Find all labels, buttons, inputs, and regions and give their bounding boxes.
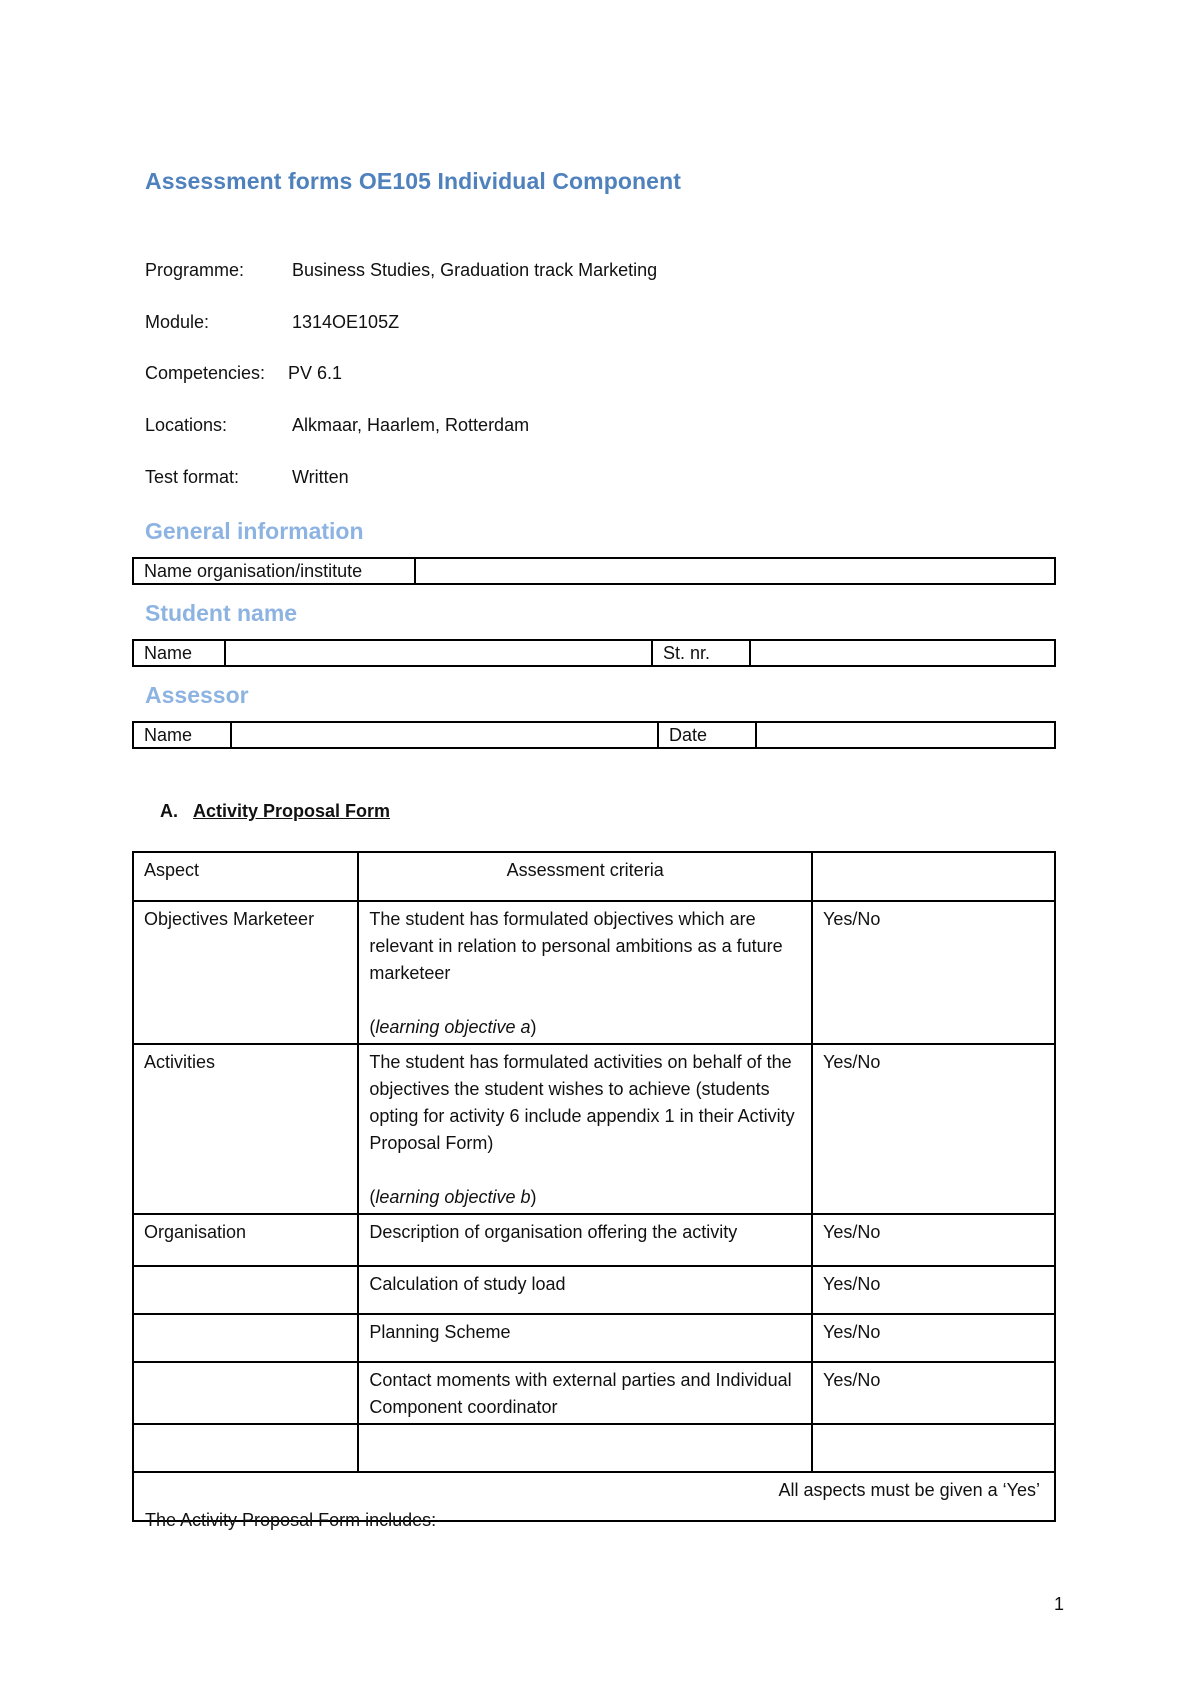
section-letter: A. — [160, 801, 178, 821]
row-result: Yes/No — [812, 1044, 1055, 1214]
assessor-name-field[interactable] — [231, 722, 658, 748]
assessor-table — [132, 721, 1056, 749]
section-a-heading — [160, 801, 390, 822]
row-aspect — [133, 1314, 358, 1362]
table-row — [133, 901, 1055, 1044]
student-number-label: St. nr. — [652, 640, 750, 666]
table-row — [133, 1424, 1055, 1472]
row-criteria: Contact moments with external parties and Individual Component coordinator — [358, 1362, 812, 1424]
header-aspect: Aspect — [133, 852, 358, 901]
general-information-heading: General information — [145, 518, 364, 544]
table-row — [133, 1214, 1055, 1266]
organisation-label: Name organisation/institute — [133, 558, 415, 584]
row-result: Yes/No — [812, 1314, 1055, 1362]
table-row — [133, 1362, 1055, 1424]
header-criteria: Assessment criteria — [358, 852, 812, 901]
criteria-text: The student has formulated activities on behalf of the objectives the student wishes to achieve (students opting for activity 6 include appendix 1 in their Activity Proposal Form) — [369, 1052, 795, 1153]
student-table — [132, 639, 1056, 667]
organisation-value-field[interactable] — [415, 558, 1055, 584]
header-result — [812, 852, 1055, 901]
row-criteria: Description of organisation offering the activity — [358, 1214, 812, 1266]
learning-objective-note: (learning objective a) — [369, 1017, 537, 1037]
row-criteria: Planning Scheme — [358, 1314, 812, 1362]
row-result: Yes/No — [812, 1266, 1055, 1314]
section-label: Activity Proposal Form — [193, 801, 391, 821]
includes-text: The Activity Proposal Form includes: — [145, 1510, 437, 1530]
row-result — [812, 1424, 1055, 1472]
table-row — [133, 1266, 1055, 1314]
assessor-heading: Assessor — [145, 682, 249, 708]
row-result: Yes/No — [812, 901, 1055, 1044]
assessor-name-label: Name — [133, 722, 231, 748]
criteria-text: The student has formulated objectives which are relevant in relation to personal ambitions as a future marketeer — [369, 909, 783, 983]
meta-key: Module: — [145, 312, 210, 332]
meta-value: Alkmaar, Haarlem, Rotterdam — [292, 415, 530, 435]
meta-value: 1314OE105Z — [292, 312, 400, 332]
meta-key: Locations: — [145, 415, 228, 435]
organisation-table — [132, 557, 1056, 585]
page-number: 1 — [1054, 1594, 1065, 1614]
learning-objective-text: learning objective b — [375, 1187, 531, 1207]
table-footer-note: All aspects must be given a ‘Yes’ — [133, 1472, 1055, 1521]
document-title: Assessment forms OE105 Individual Component — [145, 168, 681, 194]
row-aspect — [133, 1362, 358, 1424]
row-criteria — [358, 1424, 812, 1472]
assessor-date-label: Date — [658, 722, 756, 748]
row-criteria — [358, 901, 812, 1044]
assessor-date-field[interactable] — [756, 722, 1055, 748]
meta-key: Programme: — [145, 260, 245, 280]
student-name-heading: Student name — [145, 600, 298, 626]
row-criteria — [358, 1044, 812, 1214]
student-number-field[interactable] — [750, 640, 1055, 666]
learning-objective-text: learning objective a — [375, 1017, 531, 1037]
meta-key: Competencies: — [145, 363, 266, 383]
meta-value: Written — [292, 467, 349, 487]
student-name-field[interactable] — [225, 640, 652, 666]
meta-value: Business Studies, Graduation track Marketing — [292, 260, 658, 280]
row-aspect — [133, 1266, 358, 1314]
table-row — [133, 1314, 1055, 1362]
meta-key: Test format: — [145, 467, 240, 487]
row-aspect: Activities — [133, 1044, 358, 1214]
student-name-label: Name — [133, 640, 225, 666]
learning-objective-note: (learning objective b) — [369, 1187, 537, 1207]
row-aspect: Organisation — [133, 1214, 358, 1266]
assessment-table — [132, 851, 1056, 1522]
table-header-row — [133, 852, 1055, 901]
row-criteria: Calculation of study load — [358, 1266, 812, 1314]
row-aspect: Objectives Marketeer — [133, 901, 358, 1044]
meta-value: PV 6.1 — [288, 363, 343, 383]
row-result: Yes/No — [812, 1362, 1055, 1424]
row-aspect — [133, 1424, 358, 1472]
table-row — [133, 1044, 1055, 1214]
row-result: Yes/No — [812, 1214, 1055, 1266]
